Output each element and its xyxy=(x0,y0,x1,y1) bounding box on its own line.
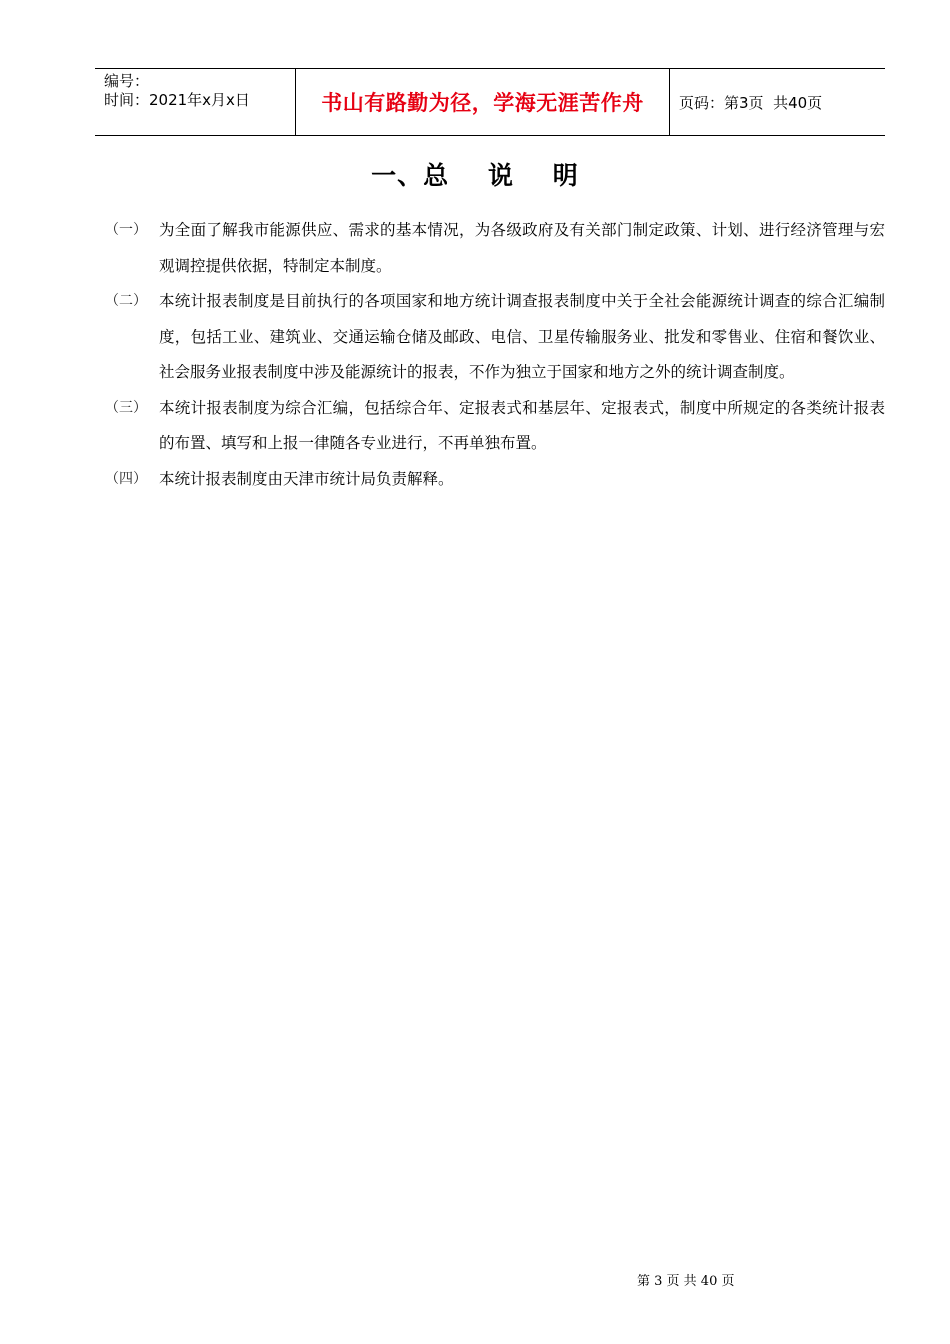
item-text: 本统计报表制度是目前执行的各项国家和地方统计调查报表制度中关于全社会能源统计调查的综合汇编制度，包括工业、建筑业、交通运输仓储及邮政、电信、卫星传输服务业、批发和零售业、住宿和餐饮业、社会服务业报表制度中涉及能源统计的报表，不作为独立于国家和地方之外的统计调查制度。 xyxy=(159,292,885,381)
header-page-label: 页码：第3页 共40页 xyxy=(679,93,823,112)
list-item xyxy=(105,391,885,462)
item-number: （四） xyxy=(105,470,147,487)
list-item xyxy=(105,213,885,284)
list-item xyxy=(105,284,885,391)
header-left-cell xyxy=(95,69,296,135)
document-number-label: 编号： xyxy=(104,72,150,90)
footer-page-number: 第 3 页 共 40 页 xyxy=(637,1274,735,1289)
header-page-cell xyxy=(670,69,885,135)
document-time-label: 时间：2021年x月x日 xyxy=(104,91,250,109)
item-number: （一） xyxy=(105,222,147,238)
header-motto: 书山有路勤为径，学海无涯苦作舟 xyxy=(321,91,644,115)
item-text: 本统计报表制度为综合汇编，包括综合年、定报表式和基层年、定报表式，制度中所规定的各类统计报表的布置、填写和上报一律随各专业进行，不再单独布置。 xyxy=(159,398,885,452)
page-header xyxy=(95,68,885,136)
item-number: （三） xyxy=(105,399,147,416)
header-motto-cell xyxy=(296,69,670,135)
item-number: （二） xyxy=(105,293,147,309)
list-item xyxy=(105,462,885,498)
section-title: 一、总 说 明 xyxy=(371,161,579,190)
item-text: 本统计报表制度由天津市统计局负责解释。 xyxy=(159,469,454,488)
page-footer xyxy=(0,1270,950,1289)
item-text: 为全面了解我市能源供应、需求的基本情况，为各级政府及有关部门制定政策、计划、进行经济管理与宏观调控提供依据，特制定本制度。 xyxy=(159,221,885,275)
explanation-list xyxy=(105,213,885,497)
